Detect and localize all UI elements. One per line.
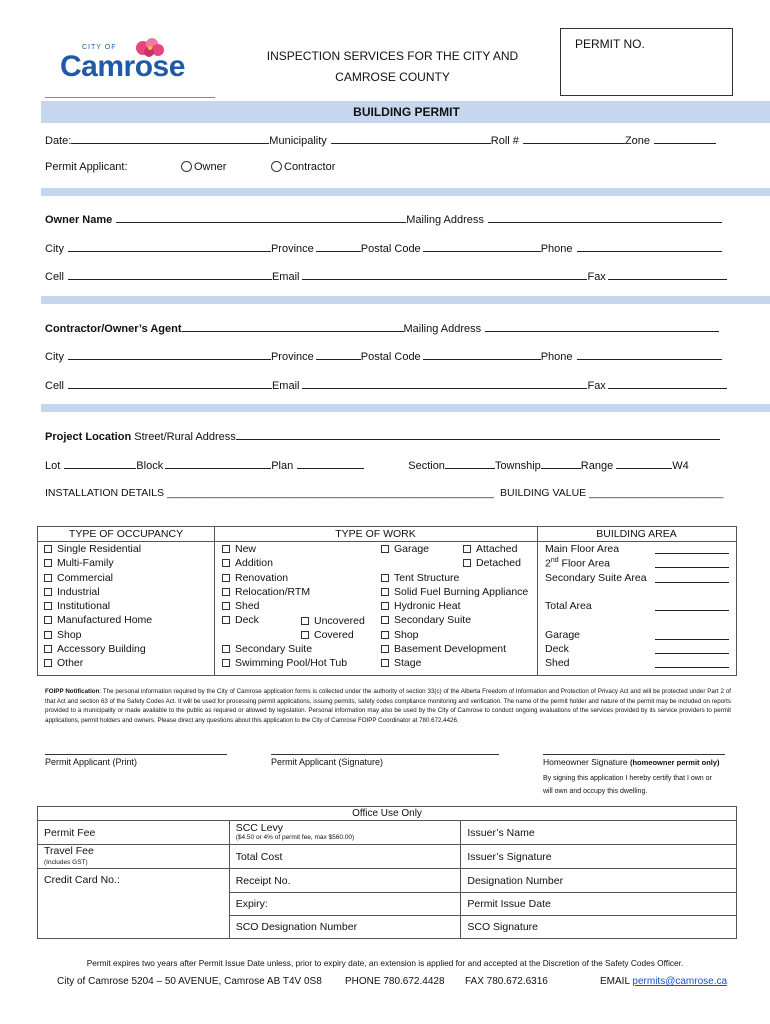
type-table xyxy=(37,526,737,676)
checkbox[interactable] xyxy=(44,659,52,667)
work-list-1 xyxy=(222,543,347,672)
header-divider xyxy=(38,541,736,542)
row-owner-cell xyxy=(45,269,727,285)
contractor-name-field[interactable] xyxy=(182,321,404,332)
owner-postal-field[interactable] xyxy=(423,241,541,252)
checkbox[interactable] xyxy=(381,574,389,582)
area-second-field[interactable] xyxy=(655,557,729,568)
divider-band-1 xyxy=(41,188,770,196)
option-label: Covered xyxy=(314,628,354,641)
contractor-mailing-label: Mailing Address xyxy=(403,323,482,335)
area-shed-field[interactable] xyxy=(655,657,729,668)
city-logo xyxy=(60,38,210,88)
work-option[interactable] xyxy=(222,643,347,657)
checkbox[interactable] xyxy=(222,545,230,553)
street-label: Street/Rural Address xyxy=(134,431,236,443)
permit-fee-cell[interactable] xyxy=(38,821,230,845)
zone-label: Zone xyxy=(624,135,650,147)
row-owner-city xyxy=(45,241,722,257)
owner-city-label: City xyxy=(45,243,64,255)
option-label: Addition xyxy=(235,557,273,570)
owner-cell-field[interactable] xyxy=(68,269,272,280)
header-title xyxy=(250,46,535,88)
issue-date-cell[interactable] xyxy=(461,893,737,916)
owner-mailing-field[interactable] xyxy=(488,212,722,223)
area-deck-field[interactable] xyxy=(655,643,729,654)
checkbox[interactable] xyxy=(301,617,309,625)
contractor-province-field[interactable] xyxy=(316,349,361,360)
roll-field[interactable] xyxy=(523,133,625,144)
issuer-signature-cell[interactable] xyxy=(461,845,737,869)
contractor-phone-field[interactable] xyxy=(577,349,722,360)
option-label: Stage xyxy=(394,657,422,670)
certify-line2: will own and occupy this dwelling. xyxy=(543,788,648,795)
footer-address: City of Camrose 5204 – 50 AVENUE, Camrose AB T4V 0S8 xyxy=(57,976,322,987)
sig-print-label: Permit Applicant (Print) xyxy=(45,757,138,767)
header-title-line1: INSPECTION SERVICES FOR THE CITY AND xyxy=(266,49,519,63)
owner-name-label: Owner Name xyxy=(45,214,113,226)
contractor-radio-option[interactable] xyxy=(271,161,335,173)
checkbox[interactable] xyxy=(381,645,389,653)
contractor-email-field[interactable] xyxy=(302,378,587,389)
work-option[interactable] xyxy=(222,657,347,671)
checkbox[interactable] xyxy=(44,559,52,567)
checkbox[interactable] xyxy=(44,545,52,553)
owner-phone-label: Phone xyxy=(540,243,573,255)
owner-email-label: Email xyxy=(271,271,300,283)
issuer-signature-label: Issuer’s Signature xyxy=(467,850,552,863)
row-contractor-city xyxy=(45,349,722,365)
deck-uncovered-option[interactable] xyxy=(301,615,365,629)
roll-label: Roll # xyxy=(490,135,519,147)
area-spacer xyxy=(545,614,733,628)
option-label: Shed xyxy=(235,600,260,613)
checkbox[interactable] xyxy=(44,631,52,639)
owner-radio-label: Owner xyxy=(194,161,227,173)
owner-fax-label: Fax xyxy=(587,271,606,283)
municipality-field[interactable] xyxy=(331,133,491,144)
expiry-cell[interactable] xyxy=(229,893,461,916)
area-main-label: Main Floor Area xyxy=(545,543,620,555)
section-label: Section xyxy=(408,460,445,472)
checkbox[interactable] xyxy=(222,616,230,624)
checkbox[interactable] xyxy=(44,602,52,610)
range-label: Range xyxy=(580,460,614,472)
sig-homeowner xyxy=(543,757,720,767)
block-field[interactable] xyxy=(165,458,271,469)
row-legal xyxy=(45,458,689,474)
checkbox[interactable] xyxy=(381,631,389,639)
area-list xyxy=(545,543,733,672)
option-label: Renovation xyxy=(235,571,289,584)
option-label: Accessory Building xyxy=(57,643,146,656)
occupancy-header: TYPE OF OCCUPANCY xyxy=(68,528,184,540)
checkbox[interactable] xyxy=(381,602,389,610)
area-second-label: Floor Area xyxy=(558,557,610,570)
certify-line1: By signing this application I hereby certify that I own or xyxy=(543,775,712,782)
area-total xyxy=(545,600,733,614)
area-main xyxy=(545,543,733,557)
option-label: Tent Structure xyxy=(394,571,460,584)
option-label: Basement Development xyxy=(394,643,507,656)
contractor-city-field[interactable] xyxy=(68,349,271,360)
checkbox[interactable] xyxy=(222,574,230,582)
checkbox[interactable] xyxy=(381,545,389,553)
col-divider-1 xyxy=(214,527,215,675)
foipp-text: : The personal information required by the City of Camrose application forms is collected under the authority of section 33(c) of the Alberta Freedom of Information and Protection of Privacy Act and will be protected under Part 2 of that Act and section 63 of the Safety Codes Act. It will be used for processing permit applications, issuing permits, safety codes compliance monitoring and verification. The name of the permit holder and nature of the permit may be included on reports provided to a municipality or made available to the public as required or allowed by legislation. Personal information may also be used by the City of Camrose to conduct ongoing evaluations of the services provided by its service providers to permit applications, permit holders and owners. Please direct any questions about this application to the City of Camrose FOIPP Coordinator at 780.672.4426. xyxy=(45,688,731,724)
work-option[interactable] xyxy=(222,557,347,571)
header-title-line2: CAMROSE COUNTY xyxy=(335,70,450,84)
w4-label: W4 xyxy=(672,460,689,472)
garage-detached-option[interactable] xyxy=(463,557,521,571)
issuer-name-cell[interactable] xyxy=(461,821,737,845)
row-date xyxy=(45,133,716,149)
contractor-city-label: City xyxy=(45,351,64,363)
checkbox[interactable] xyxy=(222,645,230,653)
owner-city-field[interactable] xyxy=(68,241,271,252)
checkbox[interactable] xyxy=(44,588,52,596)
work-option[interactable] xyxy=(381,600,528,614)
checkbox[interactable] xyxy=(381,616,389,624)
receipt-cell[interactable] xyxy=(229,869,461,893)
permit-no-box[interactable] xyxy=(560,28,733,96)
option-label: Uncovered xyxy=(314,614,365,627)
area-second xyxy=(545,557,733,571)
work-option[interactable] xyxy=(381,586,528,600)
work-option[interactable] xyxy=(222,543,347,557)
contractor-radio-label: Contractor xyxy=(284,161,336,173)
checkbox[interactable] xyxy=(44,574,52,582)
foipp-heading: FOIPP Notification xyxy=(45,688,100,695)
work-option[interactable] xyxy=(381,614,528,628)
scc-levy-cell[interactable] xyxy=(229,821,461,845)
permit-fee-label: Permit Fee xyxy=(44,826,96,839)
option-label: New xyxy=(235,543,257,555)
receipt-label: Receipt No. xyxy=(235,874,291,887)
checkbox[interactable] xyxy=(381,659,389,667)
total-cost-cell[interactable] xyxy=(229,845,461,869)
credit-card-label: Credit Card No.: xyxy=(44,874,120,886)
footer-email-label: EMAIL xyxy=(600,976,630,987)
col-divider-2 xyxy=(537,527,538,675)
checkbox[interactable] xyxy=(381,588,389,596)
area-spacer xyxy=(545,586,733,600)
office-use-table xyxy=(37,806,737,939)
option-label: Swimming Pool/Hot Tub xyxy=(235,657,348,670)
township-field[interactable] xyxy=(541,458,581,469)
occupancy-option[interactable] xyxy=(44,643,152,657)
contractor-name-label: Contractor/Owner’s Agent xyxy=(45,323,182,335)
section-field[interactable] xyxy=(445,458,495,469)
area-suite xyxy=(545,572,733,586)
checkbox[interactable] xyxy=(44,645,52,653)
checkbox[interactable] xyxy=(222,559,230,567)
owner-province-field[interactable] xyxy=(316,241,361,252)
date-label: Date: xyxy=(45,135,72,147)
footer-email xyxy=(600,976,727,987)
option-label: Attached xyxy=(476,543,518,555)
option-label: Manufactured Home xyxy=(57,614,153,627)
sco-signature-label: SCO Signature xyxy=(467,921,538,933)
row-installation xyxy=(45,487,494,503)
option-label: Secondary Suite xyxy=(235,643,313,656)
contractor-province-label: Province xyxy=(270,351,314,363)
row-owner-name xyxy=(45,212,722,228)
area-shed xyxy=(545,657,733,671)
owner-cell-label: Cell xyxy=(45,271,64,283)
area-suite-field[interactable] xyxy=(655,572,729,583)
work-option[interactable] xyxy=(381,629,528,643)
row-project-location xyxy=(45,429,720,445)
row-contractor-name xyxy=(45,321,719,337)
footer-phone: PHONE 780.672.4428 xyxy=(345,976,445,987)
contractor-email-label: Email xyxy=(271,380,300,392)
designation-cell[interactable] xyxy=(461,869,737,893)
contractor-fax-field[interactable] xyxy=(608,378,727,389)
plan-label: Plan xyxy=(271,460,294,472)
work-header: TYPE OF WORK xyxy=(335,528,416,540)
zone-field[interactable] xyxy=(654,133,716,144)
area-total-field[interactable] xyxy=(655,600,729,611)
lot-label: Lot xyxy=(45,460,61,472)
travel-fee-cell[interactable] xyxy=(38,845,230,869)
expiry-note: Permit expires two years after Permit Issue Date unless, prior to expiry date, an extension is applied for and accepted at the Discretion of the Safety Codes Officer. xyxy=(86,958,684,968)
footer-fax: FAX 780.672.6316 xyxy=(465,976,548,987)
office-header: Office Use Only xyxy=(38,807,737,821)
block-label: Block xyxy=(136,460,164,472)
plan-field[interactable] xyxy=(297,458,364,469)
range-field[interactable] xyxy=(616,458,672,469)
sco-signature-cell[interactable] xyxy=(461,916,737,939)
area-second-num: 2 xyxy=(545,557,551,570)
total-cost-label: Total Cost xyxy=(235,850,283,863)
sig-line-homeowner[interactable] xyxy=(543,754,725,755)
checkbox[interactable] xyxy=(222,588,230,596)
checkbox[interactable] xyxy=(222,659,230,667)
work-option[interactable] xyxy=(222,586,347,600)
area-deck xyxy=(545,643,733,657)
sig-signature-label: Permit Applicant (Signature) xyxy=(271,757,384,767)
option-label: Shop xyxy=(57,628,82,641)
area-garage xyxy=(545,629,733,643)
sco-number-cell[interactable] xyxy=(229,916,461,939)
gst-note: (Includes GST) xyxy=(44,858,88,866)
header-rule xyxy=(45,97,215,98)
option-label: Solid Fuel Burning Appliance xyxy=(394,585,529,598)
work-option[interactable] xyxy=(222,600,347,614)
area-total-label: Total Area xyxy=(545,600,592,613)
township-label: Township xyxy=(494,460,541,472)
contractor-postal-label: Postal Code xyxy=(360,351,421,363)
work-option[interactable] xyxy=(381,657,528,671)
area-second-sup: nd xyxy=(550,557,559,565)
option-label: Single Residential xyxy=(57,543,142,555)
contractor-postal-field[interactable] xyxy=(423,349,541,360)
scc-levy-note: ($4.50 or 4% of permit fee, max $560.00) xyxy=(235,833,355,841)
checkbox[interactable] xyxy=(463,545,471,553)
option-label: Institutional xyxy=(57,600,111,613)
form-title: BUILDING PERMIT xyxy=(353,105,460,119)
owner-radio[interactable] xyxy=(181,161,192,172)
owner-radio-option[interactable] xyxy=(181,161,226,173)
checkbox[interactable] xyxy=(463,559,471,567)
logo-city-of: CITY OF xyxy=(82,44,117,51)
sig-line-signature[interactable] xyxy=(271,754,499,755)
applicant-label: Permit Applicant: xyxy=(45,161,128,173)
sco-number-label: SCO Designation Number xyxy=(235,921,358,933)
checkbox[interactable] xyxy=(222,602,230,610)
occupancy-list xyxy=(44,543,152,672)
option-label: Other xyxy=(57,657,84,670)
area-shed-label: Shed xyxy=(545,657,570,670)
option-label: Multi-Family xyxy=(57,557,114,570)
sig-homeowner-note: (homeowner permit only) xyxy=(629,758,720,767)
option-label: Secondary Suite xyxy=(394,614,472,627)
contractor-phone-label: Phone xyxy=(540,351,573,363)
certify-note xyxy=(543,772,712,798)
contractor-radio[interactable] xyxy=(271,161,282,172)
garage-attached-option[interactable] xyxy=(463,543,517,557)
travel-fee-label: Travel Fee xyxy=(44,844,94,857)
occupancy-option[interactable] xyxy=(44,600,152,614)
occupancy-option[interactable] xyxy=(44,586,152,600)
occupancy-option[interactable] xyxy=(44,657,152,671)
owner-phone-field[interactable] xyxy=(577,241,722,252)
option-label: Hydronic Heat xyxy=(394,600,461,613)
area-garage-label: Garage xyxy=(545,628,581,641)
area-main-field[interactable] xyxy=(655,543,729,554)
lot-field[interactable] xyxy=(64,458,136,469)
issue-date-label: Permit Issue Date xyxy=(467,898,551,910)
form-title-band xyxy=(41,101,770,123)
occupancy-option[interactable] xyxy=(44,572,152,586)
owner-fax-field[interactable] xyxy=(608,269,727,280)
owner-name-field[interactable] xyxy=(116,212,406,223)
foipp-notice xyxy=(45,687,731,725)
occupancy-option[interactable] xyxy=(44,557,152,571)
option-label: Shop xyxy=(394,628,419,641)
contractor-fax-label: Fax xyxy=(587,380,606,392)
street-field[interactable] xyxy=(236,429,720,440)
municipality-label: Municipality xyxy=(269,135,327,147)
sig-line-print[interactable] xyxy=(45,754,227,755)
owner-province-label: Province xyxy=(270,243,314,255)
divider-band-3 xyxy=(41,404,770,412)
project-location-label: Project Location xyxy=(45,431,132,443)
area-suite-label: Secondary Suite Area xyxy=(545,571,647,584)
footer-email-link[interactable]: permits@camrose.ca xyxy=(632,976,728,987)
area-header: BUILDING AREA xyxy=(596,528,677,540)
expiry-label: Expiry: xyxy=(235,898,268,910)
designation-label: Designation Number xyxy=(467,874,564,887)
owner-mailing-label: Mailing Address xyxy=(406,214,484,226)
contractor-cell-field[interactable] xyxy=(68,378,272,389)
option-label: Commercial xyxy=(57,571,114,584)
row-applicant xyxy=(45,161,128,177)
occupancy-option[interactable] xyxy=(44,614,152,628)
option-label: Relocation/RTM xyxy=(235,585,311,598)
contractor-mailing-field[interactable] xyxy=(485,321,719,332)
divider-band-2 xyxy=(41,296,770,304)
option-label: Garage xyxy=(394,543,430,555)
sig-homeowner-label: Homeowner Signature xyxy=(543,757,628,767)
installation-details[interactable]: INSTALLATION DETAILS ________________________________________________________ xyxy=(45,487,494,499)
option-label: Deck xyxy=(235,614,259,627)
option-label: Industrial xyxy=(57,585,100,598)
permit-no-label: PERMIT NO. xyxy=(575,37,645,51)
owner-postal-label: Postal Code xyxy=(360,243,421,255)
row-contractor-cell xyxy=(45,378,727,394)
deck-covered-option[interactable] xyxy=(301,629,354,643)
scc-levy-label: SCC Levy xyxy=(235,821,283,834)
work-option[interactable] xyxy=(222,572,347,586)
occupancy-option[interactable] xyxy=(44,629,152,643)
building-value[interactable]: BUILDING VALUE _______________________ xyxy=(500,487,724,499)
occupancy-option[interactable] xyxy=(44,543,152,557)
owner-email-field[interactable] xyxy=(302,269,587,280)
area-garage-field[interactable] xyxy=(655,629,729,640)
date-field[interactable] xyxy=(71,133,269,144)
work-option[interactable] xyxy=(381,643,528,657)
work-option[interactable] xyxy=(381,572,528,586)
checkbox[interactable] xyxy=(44,616,52,624)
credit-card-cell[interactable] xyxy=(38,869,230,939)
issuer-name-label: Issuer’s Name xyxy=(467,826,535,839)
option-label: Detached xyxy=(476,557,521,570)
contractor-cell-label: Cell xyxy=(45,380,64,392)
checkbox[interactable] xyxy=(301,631,309,639)
logo-camrose: Camrose xyxy=(60,50,185,83)
area-deck-label: Deck xyxy=(545,643,569,656)
